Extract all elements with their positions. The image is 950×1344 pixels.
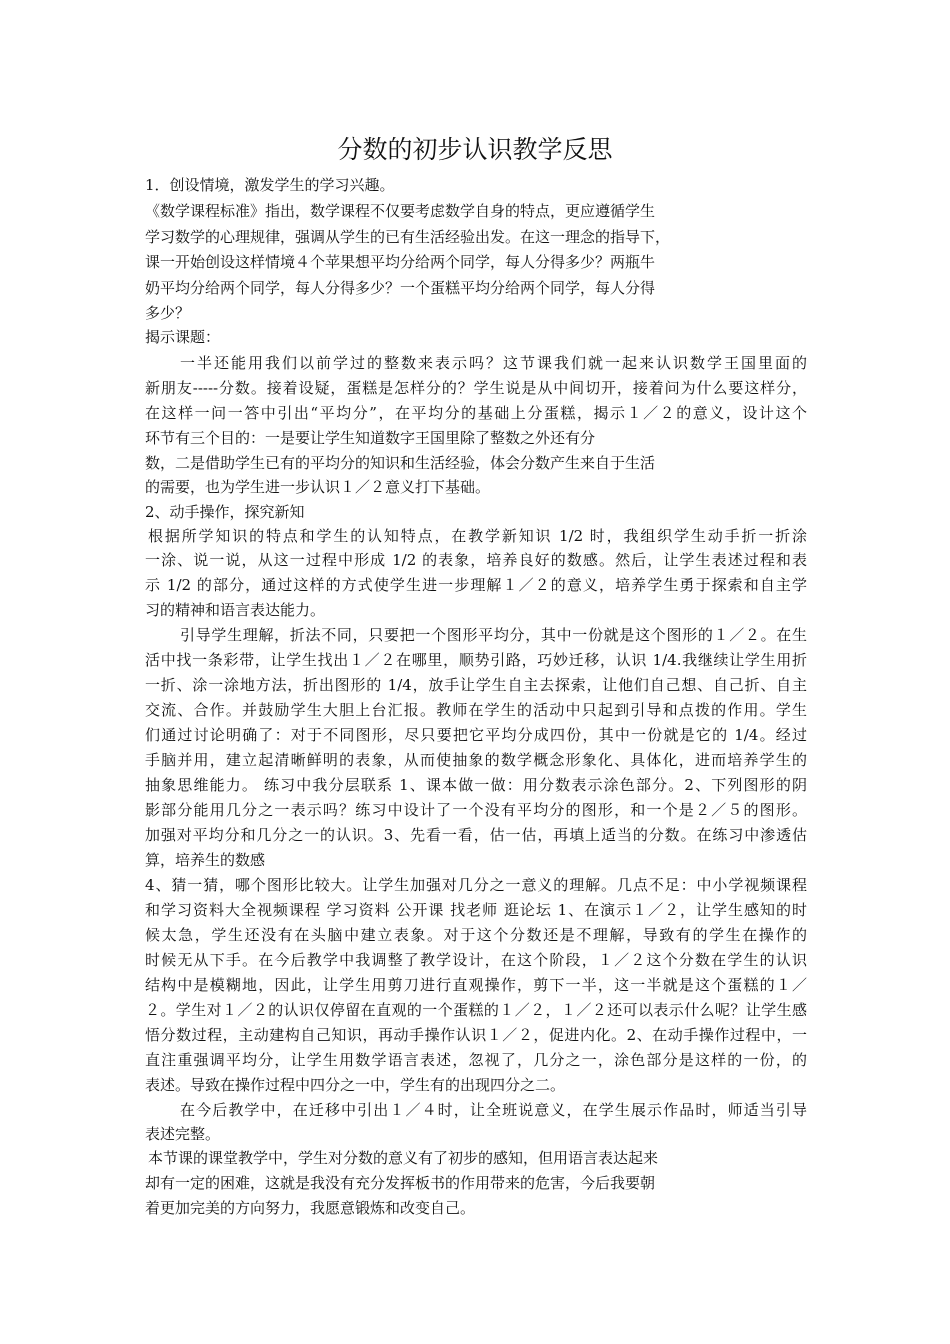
paragraph-line: 引导学生理解，折法不同，只要把一个图形平均分，其中一份就是这个图形的１／２。在生 — [180, 626, 807, 644]
paragraph-line: 多少？ — [145, 304, 191, 322]
paragraph-line: 的需要，也为学生进一步认识１／２意义打下基础。 — [145, 478, 491, 496]
paragraph-line: 却有一定的困难，这就是我没有充分发挥板书的作用带来的危害，今后我要朝 — [145, 1174, 656, 1192]
paragraph-line: 表述完整。 — [145, 1125, 221, 1143]
paragraph-line: 活中找一条彩带，让学生找出１／２在哪里，顺势引路，巧妙迁移，认识 1/4.我继续让学生用折 — [145, 651, 807, 669]
paragraph-line: 课一开始创设这样情境４个苹果想平均分给两个同学，每人分得多少？两瓶牛 — [145, 253, 656, 271]
paragraph-line: 抽象思维能力。 练习中我分层联系 1、课本做一做：用分数表示涂色部分。2、下列图形的阴 — [145, 776, 807, 794]
paragraph-line: 一涂、说一说，从这一过程中形成 1/2 的表象，培养良好的数感。然后，让学生表述过程和表 — [145, 551, 807, 569]
paragraph-line: 手脑并用，建立起清晰鲜明的表象，从而使抽象的数学概念形象化、具体化，进而培养学生的 — [145, 751, 807, 769]
paragraph-line: 示 1/2 的部分，通过这样的方式使学生进一步理解１／２的意义，培养学生勇于探索和自主学 — [145, 576, 807, 594]
paragraph-line: 直注重强调平均分，让学生用数学语言表述，忽视了，几分之一，涂色部分是这样的一份，的 — [145, 1051, 807, 1069]
paragraph-line: 加强对平均分和几分之一的认识。3、先看一看，估一估，再填上适当的分数。在练习中渗透估 — [145, 826, 807, 844]
paragraph-line: 在今后教学中，在迁移中引出１／４时，让全班说意义，在学生展示作品时，师适当引导 — [180, 1101, 807, 1119]
paragraph-line: 和学习资料大全视频课程 学习资料 公开课 找老师 逛论坛 1、在演示１／２，让学生感知的时 — [145, 901, 807, 919]
section-heading-1: 1．创设情境，激发学生的学习兴趣。 — [145, 176, 395, 194]
paragraph-line: 表述。导致在操作过程中四分之一中，学生有的出现四分之二。 — [145, 1076, 566, 1094]
paragraph-line: 在这样一问一答中引出“平均分”，在平均分的基础上分蛋糕，揭示１／２的意义，设计这个 — [145, 404, 807, 422]
paragraph-line: 环节有三个目的：一是要让学生知道数字王国里除了整数之外还有分 — [145, 429, 596, 447]
paragraph-line: 数，二是借助学生已有的平均分的知识和生活经验，体会分数产生来自于生活 — [145, 454, 656, 472]
paragraph-line: 着更加完美的方向努力，我愿意锻炼和改变自己。 — [145, 1199, 476, 1217]
paragraph-line: 算，培养生的数感 — [145, 851, 266, 869]
paragraph-line: 根据所学知识的特点和学生的认知特点，在教学新知识 1/2 时，我组织学生动手折一折涂 — [148, 527, 807, 545]
paragraph-line: 习的精神和语言表达能力。 — [145, 601, 326, 619]
paragraph-line: 影部分能用几分之一表示吗？练习中设计了一个没有平均分的图形，和一个是２／５的图形。 — [145, 801, 807, 819]
paragraph-line: ２。学生对１／２的认识仅停留在直观的一个蛋糕的１／２，１／２还可以表示什么呢？让学生感 — [145, 1001, 807, 1019]
paragraph-line: 学习数学的心理规律，强调从学生的已有生活经验出发。在这一理念的指导下， — [145, 228, 671, 246]
paragraph-line: 本节课的课堂教学中，学生对分数的意义有了初步的感知，但用语言表达起来 — [148, 1149, 659, 1167]
paragraph-line: 交流、合作。并鼓励学生大胆上台汇报。教师在学生的活动中只起到引导和点拨的作用。学生 — [145, 701, 807, 719]
paragraph-line: 揭示课题： — [145, 328, 221, 346]
paragraph-line: 时候无从下手。在今后教学中我调整了教学设计，在这个阶段，１／２这个分数在学生的认识 — [145, 951, 807, 969]
paragraph-line: 新朋友-----分数。接着设疑，蛋糕是怎样分的？学生说是从中间切开，接着问为什么要这样分， — [145, 379, 807, 397]
paragraph-line: 一折、涂一涂地方法，折出图形的 1/4，放手让学生自主去探索，让他们自己想、自己折、自主 — [145, 676, 807, 694]
paragraph-line: 《数学课程标准》指出，数学课程不仅要考虑数学自身的特点，更应遵循学生 — [145, 202, 656, 220]
paragraph-line: 结构中是模糊地，因此，让学生用剪刀进行直观操作，剪下一半，这一半就是这个蛋糕的１／ — [145, 976, 807, 994]
paragraph-line: 们通过讨论明确了：对于不同图形，尽只要把它平均分成四份，其中一份就是它的 1/4。经过 — [145, 726, 807, 744]
paragraph-line: 一半还能用我们以前学过的整数来表示吗？这节课我们就一起来认识数学王国里面的 — [180, 354, 807, 372]
paragraph-line: 4、猜一猜，哪个图形比较大。让学生加强对几分之一意义的理解。几点不足：中小学视频课程 — [145, 876, 807, 894]
paragraph-line: 奶平均分给两个同学，每人分得多少？一个蛋糕平均分给两个同学，每人分得 — [145, 279, 656, 297]
document-title: 分数的初步认识教学反思 — [337, 135, 613, 164]
section-heading-2: 2、动手操作，探究新知 — [145, 503, 305, 521]
paragraph-line: 悟分数过程，主动建构自己知识，再动手操作认识１／２，促进内化。2、在动手操作过程中，一 — [145, 1026, 807, 1044]
paragraph-line: 候太急，学生还没有在头脑中建立表象。对于这个分数还是不理解，导致有的学生在操作的 — [145, 926, 807, 944]
